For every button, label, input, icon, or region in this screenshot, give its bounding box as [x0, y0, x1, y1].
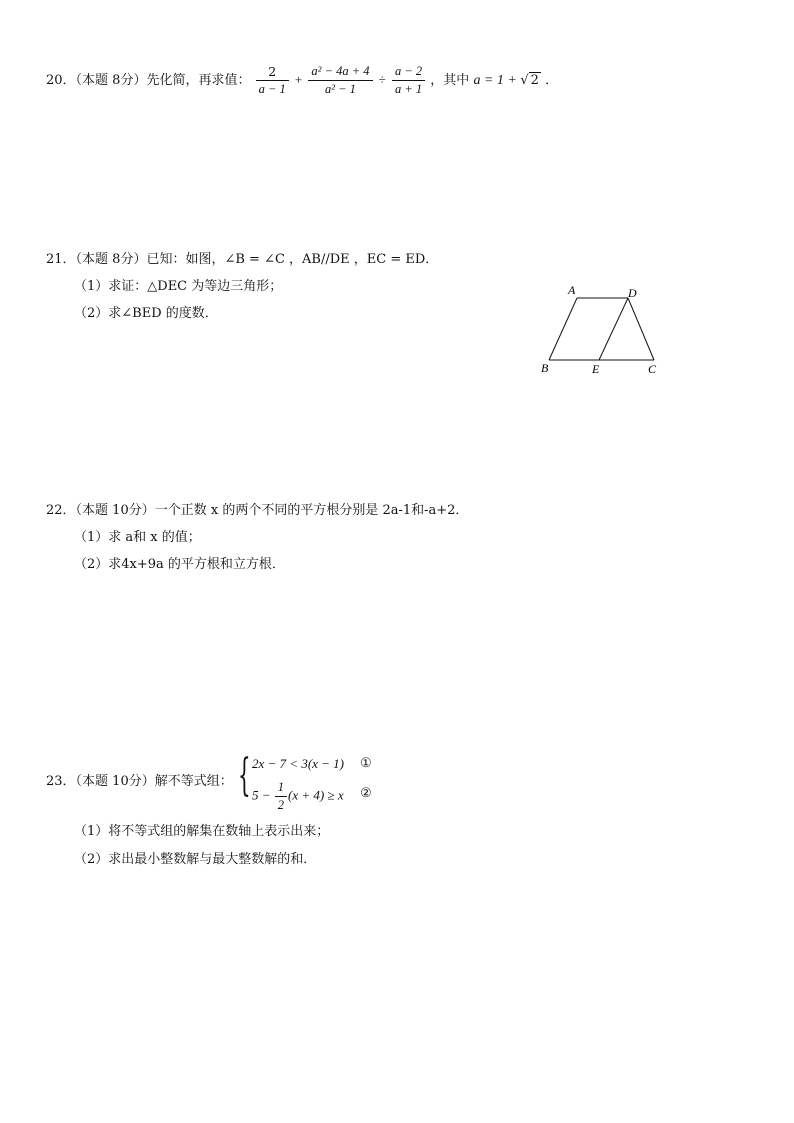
label-d: D [628, 286, 637, 300]
q20-frac2-numerator: a² − 4a + 4 [308, 64, 372, 81]
question-21-line: 21．（本题 8分）已知：如图，∠B = ∠C ，AB//DE ，EC = ED． [46, 252, 439, 267]
q20-frac1-numerator: 2 [256, 64, 289, 81]
label-a: A [568, 283, 576, 297]
q20-sqrt [520, 72, 541, 90]
q20-frac1-denominator: a − 1 [258, 82, 286, 96]
segment-ab [549, 298, 577, 360]
inequality-1 [252, 756, 344, 772]
question-22-sub2: （2）求4x+9a 的平方根和立方根． [74, 557, 285, 572]
label-b: B [541, 361, 549, 375]
question-20 [46, 64, 558, 97]
inequality-2-mark: ② [360, 786, 372, 801]
inequality-2-num: 1 [275, 780, 287, 797]
q20-fraction-2 [308, 64, 372, 97]
inequality-1-expr: 2x − 7 < 3(x − 1) [252, 756, 345, 771]
q20-prefix: 20．（本题 8分）先化简，再求值： [46, 73, 251, 88]
q20-frac3-denominator: a + 1 [394, 82, 423, 96]
q20-suffix: ． [545, 73, 559, 88]
label-c: C [648, 362, 657, 376]
inequality-2 [252, 780, 344, 813]
q20-plus: + [294, 72, 303, 87]
inequality-1-mark: ① [360, 756, 372, 771]
q21-figure [530, 282, 680, 382]
inequality-2-den: 2 [277, 798, 285, 812]
question-22-sub1: （1）求 a和 x 的值； [74, 530, 201, 545]
q20-frac2-denominator: a² − 1 [325, 82, 356, 96]
q20-frac3-numerator: a − 2 [392, 64, 425, 81]
q20-divide: ÷ [378, 72, 386, 87]
q20-fraction-1 [256, 64, 289, 97]
segment-de [599, 298, 628, 360]
q20-fraction-3 [392, 64, 425, 97]
q20-sqrt-radicand: 2 [530, 73, 539, 88]
label-e: E [592, 362, 600, 376]
sqrt-icon: √ [520, 73, 529, 88]
q20-mid-text: ，其中 [430, 73, 470, 88]
question-23-sub1: （1）将不等式组的解集在数轴上表示出来； [74, 824, 330, 839]
segment-dc [628, 298, 654, 360]
question-23-sub2: （2）求出最小整数解与最大整数解的和． [74, 852, 317, 867]
inequality-2-fraction [275, 780, 287, 813]
inequality-2-tail: (x + 4) ≥ x [288, 787, 344, 803]
system-brace-icon: { [238, 750, 251, 801]
q20-condition: a = 1 + [473, 73, 521, 88]
question-22-line: 22．（本题 10分）一个正数 x 的两个不同的平方根分别是 2a-1和-a+2． [46, 503, 469, 518]
inequality-2-lead: 5 − [252, 787, 274, 803]
question-21-sub2: （2）求∠BED 的度数． [74, 306, 218, 321]
question-21-sub1: （1）求证：△DEC 为等边三角形； [74, 279, 283, 294]
question-23-prefix: 23．（本题 10分）解不等式组： [46, 774, 233, 789]
